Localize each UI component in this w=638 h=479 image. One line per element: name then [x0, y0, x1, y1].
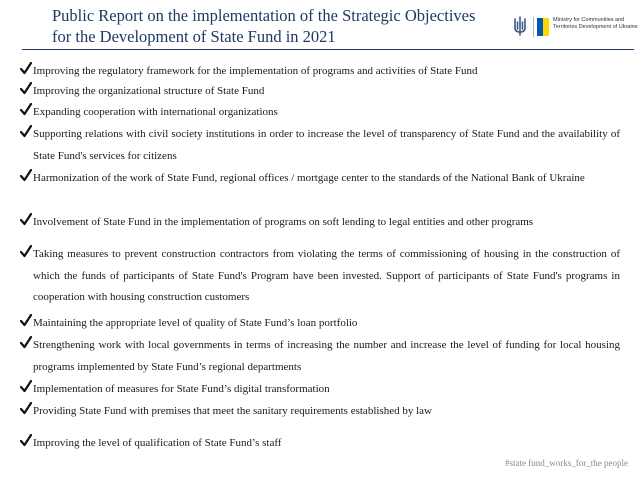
checkmark-icon	[20, 81, 32, 96]
flag-icon	[537, 18, 549, 36]
title-line-1: Public Report on the implementation of the Strategic Objectives	[52, 6, 476, 25]
objective-text: Taking measures to prevent construction contractors from violating the terms of commissioning of housing in the construction of which the funds of participants of State Fund's Program have been invested. Support of participants of State Fund's programs in cooperation with housing construction customers	[33, 248, 620, 303]
list-item	[20, 168, 620, 190]
objective-text: Harmonization of the work of State Fund, regional offices / mortgage center to the standards of the National Bank of Ukraine	[33, 172, 585, 184]
list-item	[20, 379, 620, 401]
objective-text: Improving the organizational structure of State Fund	[33, 85, 265, 97]
footer-hashtag: #state fund_works_for_the people	[505, 458, 628, 468]
list-item	[20, 81, 620, 103]
page-title	[52, 5, 512, 47]
list-item	[20, 61, 620, 83]
objective-text: Strengthening work with local governments in terms of increasing the number and increase the level of funding for local housing programs implemented by State Fund’s regional departments	[33, 339, 620, 373]
checkmark-icon	[20, 244, 32, 259]
list-item	[20, 335, 620, 378]
objective-text: Expanding cooperation with international organizations	[33, 106, 278, 118]
objective-text: Involvement of State Fund in the implementation of programs on soft lending to legal entities and other programs	[33, 216, 534, 228]
checkmark-icon	[20, 124, 32, 139]
checkmark-icon	[20, 61, 32, 76]
objective-text: Providing State Fund with premises that meet the sanitary requirements established by law	[33, 405, 432, 417]
list-item	[20, 102, 620, 124]
checkmark-icon	[20, 401, 32, 416]
logo-divider	[533, 17, 534, 37]
list-item	[20, 433, 620, 455]
checkmark-icon	[20, 168, 32, 183]
objective-text: Improving the level of qualification of State Fund’s staff	[33, 437, 282, 449]
checkmark-icon	[20, 313, 32, 328]
objective-text: Maintaining the appropriate level of quality of State Fund’s loan portfolio	[33, 317, 358, 329]
checkmark-icon	[20, 433, 32, 448]
checkmark-icon	[20, 212, 32, 227]
list-item	[20, 244, 620, 309]
checkmark-icon	[20, 379, 32, 394]
logo-text-line-1: Ministry for Communities and	[553, 17, 625, 23]
logo-text-line-2: Territories Development of Ukraine	[553, 24, 638, 30]
objective-text: Implementation of measures for State Fund’s digital transformation	[33, 383, 330, 395]
checkmark-icon	[20, 335, 32, 350]
list-item	[20, 313, 620, 335]
ministry-logo	[512, 14, 636, 40]
header-divider	[22, 49, 634, 50]
objective-text: Improving the regulatory framework for the implementation of programs and activities of State Fund	[33, 65, 478, 77]
list-item	[20, 124, 620, 167]
list-item	[20, 212, 620, 234]
list-item	[20, 401, 620, 423]
checkmark-icon	[20, 102, 32, 117]
title-line-2: for the Development of State Fund in 2021	[52, 27, 336, 46]
logo-text	[553, 17, 637, 31]
trident-icon	[512, 16, 528, 36]
objective-text: Supporting relations with civil society institutions in order to increase the level of transparency of State Fund and the availability of State Fund's services for citizens	[33, 128, 620, 162]
